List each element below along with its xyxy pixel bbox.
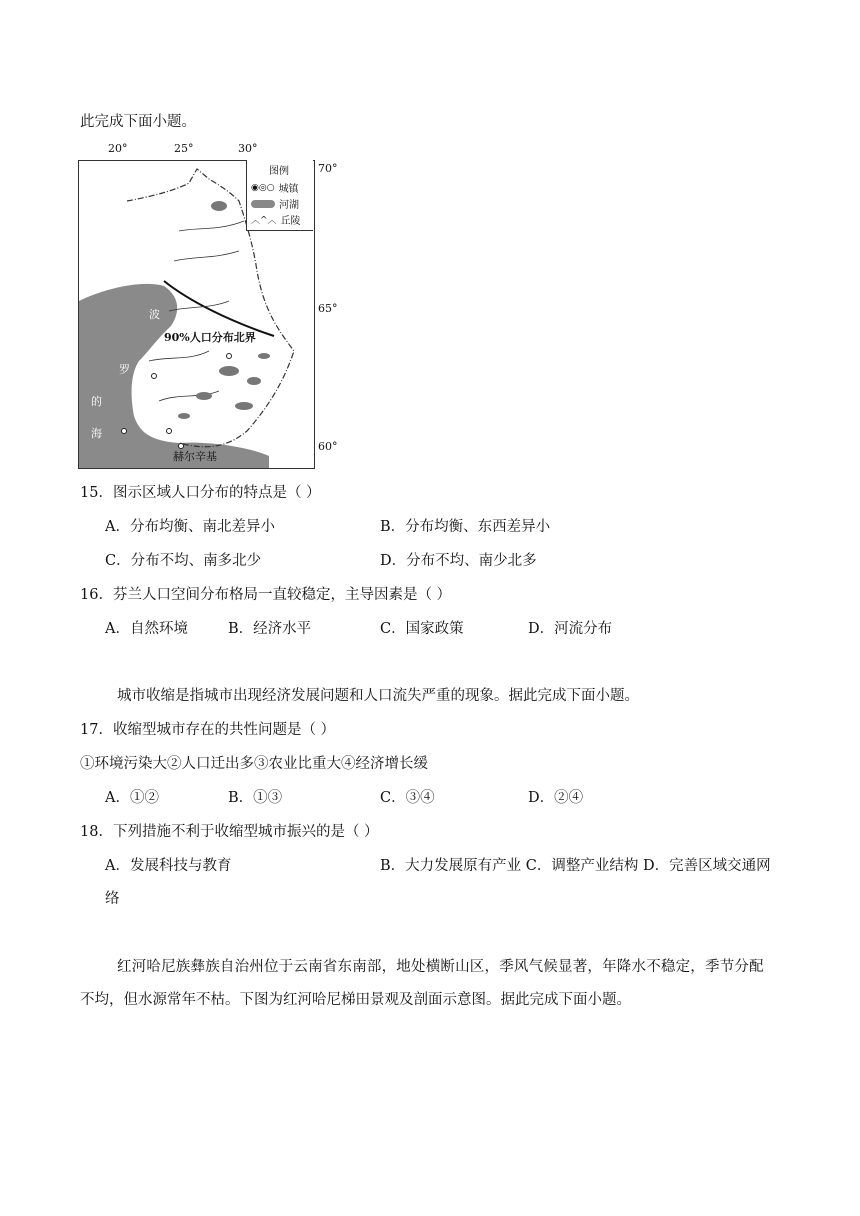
- legend-item-hills: [251, 212, 301, 227]
- intro-text-3-line-1: 红河哈尼族彝族自治州位于云南省东南部，地处横断山区，季风气候显著，年降水不稳定，季节分配: [117, 959, 764, 975]
- legend-label-river-lake: 河湖: [279, 200, 299, 211]
- q15-option-b: B．分布均衡、东西差异小: [380, 519, 551, 535]
- map-legend: [246, 160, 313, 231]
- lakes: [178, 201, 270, 419]
- lat-label-70: 70°: [318, 162, 338, 175]
- lat-label-60: 60°: [318, 440, 338, 453]
- baltic-sea-shape: [79, 284, 269, 468]
- river-lake-symbol-icon: [251, 200, 275, 208]
- city-label-helsinki: 赫尔辛基: [173, 450, 217, 463]
- lon-label-30: 30°: [238, 142, 258, 155]
- sea-label-char-1: 波: [149, 308, 160, 321]
- q15-option-c: C．分布不均、南多北少: [105, 553, 262, 569]
- q18-options-bcd: B．大力发展原有产业 C．调整产业结构 D．完善区域交通网: [380, 858, 771, 874]
- population-boundary-line: [164, 281, 274, 336]
- sea-label-char-3: 的: [91, 395, 102, 408]
- q17-stem: 17．收缩型城市存在的共性问题是（ ）: [80, 722, 336, 738]
- population-boundary-label: 90%人口分布北界: [164, 331, 256, 344]
- q18-option-a: A．发展科技与教育: [105, 858, 232, 874]
- q15-option-a: A．分布均衡、南北差异小: [105, 519, 275, 535]
- legend-item-town: [251, 180, 299, 195]
- q17-option-a: A．①②: [105, 790, 159, 806]
- q17-items: ①环境污染大②人口迁出多③农业比重大④经济增长缓: [80, 756, 428, 772]
- legend-label-hills: 丘陵: [280, 216, 301, 227]
- q16-option-c: C．国家政策: [380, 621, 464, 637]
- sea-label-char-2: 罗: [119, 363, 130, 376]
- lon-label-25: 25°: [174, 142, 194, 155]
- q17-option-b: B．①③: [228, 790, 283, 806]
- q15-stem: 15．图示区域人口分布的特点是（ ）: [80, 485, 321, 501]
- sea-label-char-4: 海: [91, 427, 102, 440]
- q17-option-d: D．②④: [528, 790, 584, 806]
- legend-item-river-lake: [251, 196, 299, 211]
- finland-map-figure: [78, 140, 368, 470]
- q17-option-c: C．③④: [380, 790, 435, 806]
- legend-title: 图例: [269, 166, 289, 177]
- q16-option-b: B．经济水平: [228, 621, 312, 637]
- q18-stem: 18．下列措施不利于收缩型城市振兴的是（ ）: [80, 824, 379, 840]
- intro-text-2: 城市收缩是指城市出现经济发展问题和人口流失严重的现象。据此完成下面小题。: [117, 688, 639, 704]
- lon-label-20: 20°: [108, 142, 128, 155]
- q15-option-d: D．分布不均、南少北多: [380, 553, 537, 569]
- q16-option-a: A．自然环境: [105, 621, 188, 637]
- hills-symbol-icon: ︿^︿: [251, 216, 277, 226]
- intro-text-3-line-2: 不均，但水源常年不枯。下图为红河哈尼梯田景观及剖面示意图。据此完成下面小题。: [80, 992, 631, 1008]
- legend-label-town: 城镇: [278, 184, 299, 195]
- q16-option-d: D．河流分布: [528, 621, 613, 637]
- town-symbol-icon: ◉◎○: [251, 182, 275, 193]
- q18-continuation: 络: [105, 891, 120, 907]
- intro-text-1: 此完成下面小题。: [80, 114, 196, 130]
- q16-stem: 16．芬兰人口空间分布格局一直较稳定，主导因素是（ ）: [80, 587, 452, 603]
- lat-label-65: 65°: [318, 302, 338, 315]
